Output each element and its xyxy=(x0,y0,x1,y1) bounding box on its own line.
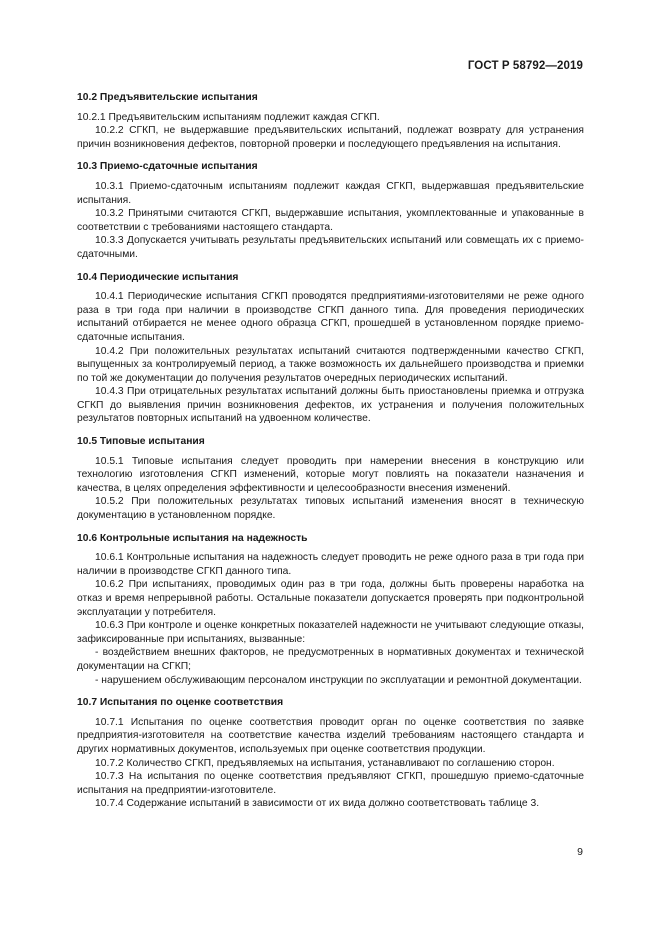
paragraph xyxy=(77,124,584,151)
paragraph xyxy=(77,495,584,522)
list-item xyxy=(77,646,584,673)
paragraph-text: 10.7.2 Количество СГКП, предъявляемых на испытания, устанавливают по соглашению сторон. xyxy=(95,757,555,769)
list-item xyxy=(77,674,584,688)
paragraph xyxy=(77,716,584,757)
section-10-3 xyxy=(77,160,584,261)
paragraph-text: 10.3.3 Допускается учитывать результаты предъявительских испытаний или совмещать их с приемо-сдаточными. xyxy=(77,235,584,260)
paragraph xyxy=(77,578,584,619)
paragraph-text: 10.4.1 Периодические испытания СГКП проводятся предприятиями-изготовителями не реже одного раза в три года при наличии в производстве СГКП данного типа. Для проведения периодических испытаний отбирается не менее одного образца СГКП, прошедшей в установленном порядке приемо-сдаточные испытания. xyxy=(77,291,584,343)
paragraph-text: 10.3.2 Принятыми считаются СГКП, выдержавшие испытания, укомплектованные и упакованные в соответствии с требованиями настоящего стандарта. xyxy=(77,208,584,233)
paragraph-text: 10.2.2 СГКП, не выдержавшие предъявительских испытаний, подлежат возврату для устранения причин возникновения дефектов, повторной проверки и последующего предъявления на испытания. xyxy=(77,125,584,150)
document-body xyxy=(77,91,584,820)
section-title: 10.5 Типовые испытания xyxy=(77,436,205,448)
paragraph-text: 10.7.4 Содержание испытаний в зависимости от их вида должно соответствовать таблице 3. xyxy=(95,798,540,810)
paragraph xyxy=(77,234,584,261)
paragraph-text: 10.6.3 При контроле и оценке конкретных показателей надежности не учитывают следующие отказы, зафиксированные при испытаниях, вызванные: xyxy=(77,620,584,645)
paragraph xyxy=(77,770,584,797)
paragraph-text: 10.6.1 Контрольные испытания на надежность следует проводить не реже одного раза в три года при наличии в производстве СГКП данного типа. xyxy=(77,552,584,577)
paragraph-text: 10.5.2 При положительных результатах типовых испытаний изменения вносят в техническую документацию в установленном порядке. xyxy=(77,496,584,522)
section-10-6 xyxy=(77,532,584,688)
section-10-7 xyxy=(77,696,584,811)
paragraph xyxy=(77,111,584,125)
paragraph xyxy=(77,757,584,771)
paragraph-text: 10.4.2 При положительных результатах испытаний считаются подтвержденными качество СГКП, выпущенных за контролируемый период, а также возможность их дальнейшего производства и приемки по той же документации до получения результатов очередных периодических испытаний. xyxy=(77,345,584,384)
section-title: 10.2 Предъявительские испытания xyxy=(77,92,258,103)
document-header: ГОСТ Р 58792—2019 xyxy=(467,60,583,72)
list-item-text: - воздействием внешних факторов, не предусмотренных в нормативных документах и технической документации на СГКП; xyxy=(77,647,584,672)
paragraph-text: 10.2.1 Предъявительским испытаниям подлежит каждая СГКП. xyxy=(77,111,380,123)
section-title: 10.4 Периодические испытания xyxy=(77,271,239,283)
paragraph xyxy=(77,207,584,234)
paragraph xyxy=(77,180,584,207)
paragraph-text: 10.3.1 Приемо-сдаточным испытаниям подлежит каждая СГКП, выдержавшая предъявительские испытания. xyxy=(77,180,584,206)
section-title: 10.6 Контрольные испытания на надежность xyxy=(77,532,308,544)
section-10-2 xyxy=(77,91,584,151)
paragraph-text: 10.7.3 На испытания по оценке соответствия предъявляют СГКП, прошедшую приемо-сдаточные испытания на предприятии-изготовителе. xyxy=(77,771,584,796)
paragraph xyxy=(77,345,584,386)
list-item-text: - нарушением обслуживающим персоналом инструкции по эксплуатации и ремонтной документации. xyxy=(95,674,582,686)
paragraph-text: 10.4.3 При отрицательных результатах испытаний должны быть приостановлены приемка и отгрузка СГКП до выявления причин возникновения дефектов, их устранения и получения положительных результатов повторных испытаний на удвоенном количестве. xyxy=(77,386,584,425)
paragraph xyxy=(77,551,584,578)
page-number: 9 xyxy=(577,846,583,858)
section-10-4 xyxy=(77,271,584,427)
paragraph xyxy=(77,455,584,496)
paragraph xyxy=(77,385,584,426)
paragraph xyxy=(77,619,584,646)
section-title: 10.3 Приемо-сдаточные испытания xyxy=(77,161,258,173)
paragraph-text: 10.7.1 Испытания по оценке соответствия проводит орган по оценке соответствия по заявке предприятия-изготовителя на соответствие качества изделий требованиям настоящего стандарта и других нормативных документов, используемых при оценке соответствия продукции. xyxy=(77,716,584,755)
section-10-5 xyxy=(77,435,584,523)
paragraph-text: 10.5.1 Типовые испытания следует проводить при намерении внесения в конструкцию или технологию изготовления СГКП изменений, которые могут повлиять на показатели назначения и качества, в целях определения эффективности и целесообразности внесения изменений. xyxy=(77,455,584,494)
paragraph-text: 10.6.2 При испытаниях, проводимых один раз в три года, должны быть проверены наработка на отказ и время непрерывной работы. Остальные показатели допускается проверять при подконтрольной эксплуатации у потребителя. xyxy=(77,579,584,618)
paragraph xyxy=(77,290,584,344)
section-title: 10.7 Испытания по оценке соответствия xyxy=(77,697,284,709)
paragraph xyxy=(77,797,584,811)
